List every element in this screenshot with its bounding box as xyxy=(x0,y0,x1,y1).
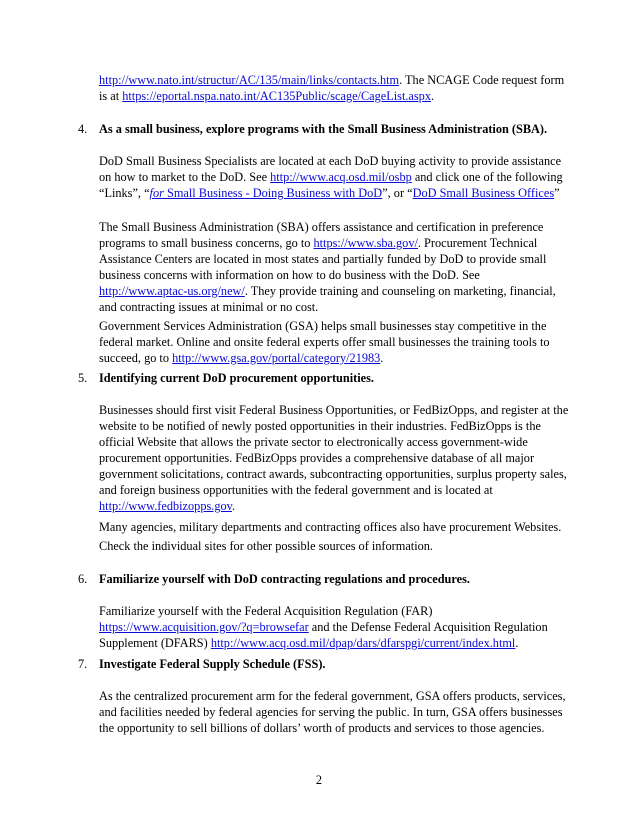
intro-text-2: . xyxy=(430,89,435,103)
section-4-paragraph-1 xyxy=(99,153,569,201)
dod-small-business-offices-link[interactable]: DoD Small Business Offices xyxy=(412,186,555,200)
section-4-paragraph-3 xyxy=(99,318,569,366)
section-7-number: 7. xyxy=(78,657,88,671)
section-6-heading xyxy=(78,571,578,587)
section-5-paragraph-2 xyxy=(99,518,569,556)
intro-text-1: . The NCAGE Code request form is at xyxy=(99,73,565,103)
far-link[interactable]: https://www.acquisition.gov/?q=browsefar xyxy=(99,620,309,634)
s4p2-text-3: . They provide training and counseling on marketing, financial, and contracting issues at minimal or no cost. xyxy=(99,284,556,314)
section-4-heading xyxy=(78,121,578,137)
s6p1-text-3: . xyxy=(515,636,519,650)
s4p1-text-4: ” xyxy=(554,186,560,200)
page-number: 2 xyxy=(315,773,323,787)
doing-business-link-text: Small Business - Doing Business with DoD xyxy=(163,186,383,200)
s5p2-text-1: Many agencies, military departments and contracting offices also have procurement Websites. Check the individual sites for other possible sources of information. xyxy=(99,520,562,553)
intro-paragraph xyxy=(99,72,569,104)
s4p1-text-1: DoD Small Business Specialists are located at each DoD buying activity to provide assistance on how to market to the DoD. See xyxy=(99,154,562,184)
sba-link[interactable]: https://www.sba.gov/ xyxy=(313,236,418,250)
section-5-heading xyxy=(78,370,578,386)
s4p1-text-3: ”, or “ xyxy=(382,186,413,200)
s5p1-text-2: . xyxy=(231,499,236,513)
osbp-link[interactable]: http://www.acq.osd.mil/osbp xyxy=(270,170,412,184)
section-4-paragraph-2 xyxy=(99,219,569,315)
doing-business-with-dod-link[interactable] xyxy=(150,186,383,200)
section-5-paragraph-1 xyxy=(99,402,569,514)
section-4-number: 4. xyxy=(78,122,88,136)
doing-business-link-italic: for xyxy=(149,186,164,200)
section-7-title: Investigate Federal Supply Schedule (FSS). xyxy=(99,657,326,671)
dfars-link[interactable]: http://www.acq.osd.mil/dpap/dars/dfarspgi/current/index.html xyxy=(210,636,516,650)
section-5-title: Identifying current DoD procurement opportunities. xyxy=(99,371,374,385)
s4p1-text-2: and click one of the following “Links”, “ xyxy=(99,170,563,200)
ncage-request-link[interactable]: https://eportal.nspa.nato.int/AC135Public/scage/CageList.aspx xyxy=(122,89,431,103)
aptac-link[interactable]: http://www.aptac-us.org/new/ xyxy=(99,284,245,298)
s7p1-text-1: As the centralized procurement arm for the federal government, GSA offers products, services, and facilities needed by federal agencies for serving the public. In turn, GSA offers businesses the opportunity to sell billions of dollars’ worth of products and services to those agencies. xyxy=(99,689,566,735)
section-7-paragraph-1 xyxy=(99,688,569,736)
section-6-title: Familiarize yourself with DoD contracting regulations and procedures. xyxy=(99,572,470,586)
s4p3-text-1: Government Services Administration (GSA) helps small businesses stay competitive in the federal market. Online and onsite federal experts offer small businesses the training tools to succeed, go to xyxy=(99,319,550,365)
s4p2-text-1: The Small Business Administration (SBA) offers assistance and certification in preference programs to small business concerns, go to xyxy=(99,220,544,250)
s5p1-text-1: Businesses should first visit Federal Business Opportunities, or FedBizOpps, and register at the website to be notified of newly posted opportunities in their industries. FedBizOpps is the official Website that allows the private sector to electronically access government-wide procurement opportunities. FedBizOpps provides a comprehensive database of all major government solicitations, contract awards, subcontracting opportunities, surplus property sales, and foreign business opportunities with the federal government and is located at xyxy=(99,403,569,497)
section-6-paragraph-1 xyxy=(99,603,569,651)
section-6-number: 6. xyxy=(78,572,88,586)
s4p3-text-2: . xyxy=(380,351,384,365)
s6p1-text-1: Familiarize yourself with the Federal Acquisition Regulation (FAR) xyxy=(99,604,433,618)
section-4-title: As a small business, explore programs with the Small Business Administration (SBA). xyxy=(99,122,548,136)
s4p2-text-2: . Procurement Technical Assistance Centers are located in most states and partially funded by DoD to provide small business concerns with information on how to do business with the DoD. See xyxy=(99,236,547,282)
section-5-number: 5. xyxy=(78,371,88,385)
nato-contacts-link[interactable]: http://www.nato.int/structur/AC/135/main/links/contacts.htm xyxy=(99,73,400,87)
fedbizopps-link[interactable]: http://www.fedbizopps.gov xyxy=(99,499,232,513)
section-7-heading xyxy=(78,656,578,672)
gsa-training-link[interactable]: http://www.gsa.gov/portal/category/21983 xyxy=(172,351,381,365)
s6p1-text-2: and the Defense Federal Acquisition Regulation Supplement (DFARS) xyxy=(99,620,548,650)
